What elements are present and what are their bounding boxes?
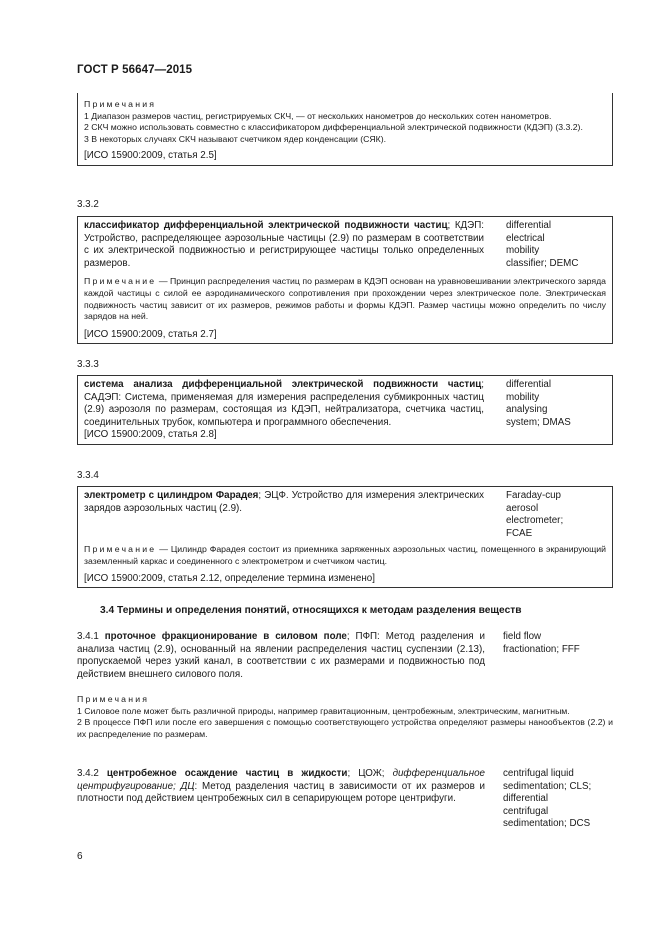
english-equivalent: field flow fractionation; FFF (503, 631, 580, 655)
note-item: 1 Диапазон размеров частиц, регистрируемых СКЧ, — от нескольких нанометров до нескольких сотен нанометров. (84, 110, 552, 121)
term-name: электрометр с цилиндром Фарадея (84, 490, 259, 501)
term-note: Примечание — Принцип распределения частиц по размерам в КДЭП основан на уравновешивании электрического заряда каждой частицы с силой ее аэродинамического сопротивления при прохождении через электрическое поле. Электрическая подвижность частиц зависит от их размеров, режимов работы и формы КДЭП. Размер частицы можно определить по числу зарядов на ней. (84, 276, 606, 322)
term-box-demc (77, 216, 613, 344)
english-equivalent: differential electrical mobility classifier; DEMC (506, 220, 579, 269)
section-title: 3.4 Термины и определения понятий, относящихся к методам разделения веществ (100, 605, 522, 616)
term-number: 3.3.4 (77, 470, 99, 481)
source-reference: [ИСО 15900:2009, статья 2.5] (84, 150, 217, 162)
notes-title: Примечания (84, 99, 157, 109)
notes-block (84, 99, 606, 145)
term-definition: электрометр с цилиндром Фарадея; ЭЦФ. Устройство для измерения электрических зарядов аэрозольных частиц (2.9). (84, 490, 485, 514)
note-item: 1 Силовое поле может быть различной природы, например гравитационным, центробежным, электрическим, магнитным. (77, 705, 570, 716)
term-entry-fff (77, 631, 613, 681)
notes-title: Примечания (77, 694, 150, 704)
page-number: 6 (77, 851, 83, 862)
term-definition: 3.4.2 центробежное осаждение частиц в жидкости; ЦОЖ; дифференциальное центрифугирование; ДЦ: Метод разделения частиц в зависимости от их размеров и плотности под действием центробежных сил в сепарирующем роторе центрифуги. (77, 768, 485, 805)
note-item: 2 В процессе ПФП или после его завершения с помощью соответствующего устройства определяют размеры нанообъектов (2.2) и их распределение по размерам. (77, 717, 613, 739)
english-equivalent: centrifugal liquid sedimentation; CLS; differential centrifugal sedimentation; DCS (503, 768, 592, 830)
term-box-fcae (77, 486, 613, 588)
source-reference: [ИСО 15900:2009, статья 2.8] (84, 429, 217, 441)
term-number: 3.4.1 (77, 631, 99, 642)
english-equivalent: Faraday-cup aerosol electrometer; FCAE (506, 490, 564, 539)
term-name: проточное фракционирование в силовом поле (104, 631, 347, 642)
term-entry-cls (77, 768, 613, 831)
source-reference: [ИСО 15900:2009, статья 2.7] (84, 328, 217, 340)
english-equivalent: differential mobility analysing system; DMAS (506, 379, 571, 428)
term-name: классификатор дифференциальной электрической подвижности частиц (84, 220, 448, 231)
term-synonym: дифференциальное центрифугирование; ДЦ (77, 768, 485, 792)
source-reference: [ИСО 15900:2009, статья 2.12, определение термина изменено] (84, 572, 375, 584)
term-name: центробежное осаждение частиц в жидкости (106, 768, 348, 779)
term-definition: 3.4.1 проточное фракционирование в силовом поле; ПФП: Метод разделения и анализа частиц (2.9), основанный на явлении распределения частиц суспензии (2.13), пропускаемой через узкий канал, в соответствии с их размерами и подвижностью под действием внешнего силового поля. (77, 631, 485, 680)
term-note: Примечание — Цилиндр Фарадея состоит из приемника заряженных аэрозольных частиц, помещенного в экранирующий заземленный каркас и соединенного с электрометром и счетчиком частиц. (84, 544, 606, 566)
notes-block (77, 694, 613, 740)
term-box-dmas (77, 375, 613, 445)
term-number: 3.3.3 (77, 359, 99, 370)
term-definition: классификатор дифференциальной электрической подвижности частиц; КДЭП: Устройство, распределяющее аэрозольные частицы (2.9) по размерам в соответствии с их электрической подвижностью и регистрирующее частицы только определенных размеров. (84, 220, 484, 269)
document-header: ГОСТ Р 56647—2015 (77, 64, 193, 76)
term-definition: система анализа дифференциальной электрической подвижности частиц; САДЭП: Система, применяемая для измерения распределения субмикронных частиц (2.9) аэрозоля по размерам, состоящая из КДЭП, нейтрализатора, счетчика частиц, соединительных трубок, компьютера и программного обеспечения. (84, 379, 484, 428)
note-item: 3 В некоторых случаях СКЧ называют счетчиком ядер конденсации (СЯК). (84, 133, 387, 144)
note-item: 2 СКЧ можно использовать совместно с классификатором дифференциальной электрической подвижности (КДЭП) (3.3.2). (84, 122, 583, 133)
term-number: 3.4.2 (77, 768, 99, 779)
term-name: система анализа дифференциальной электрической подвижности частиц (84, 379, 482, 390)
notes-box-cpc (77, 93, 613, 166)
term-number: 3.3.2 (77, 199, 99, 210)
